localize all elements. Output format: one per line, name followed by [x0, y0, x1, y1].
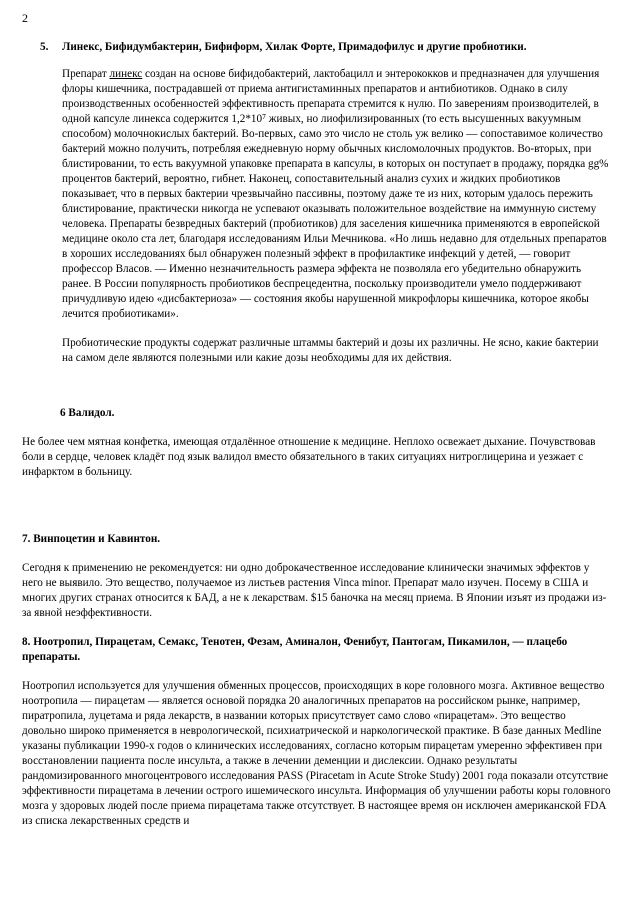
section-heading-probiotics — [40, 40, 612, 55]
paragraph-nootropil: Ноотропил используется для улучшения обменных процессов, происходящих в коре головного мозга. Активное вещество ноотропила — пирацетам — является основой порядка 20 аналогичных препаратов на российском рынке, например, пиратропила, луцетама и ряда лекарств, в названии которых присутствует само слово «пирацетам». Это вещество довольно широко применяется в неврологической, психиатрической и наркологической практике. В базе данных Medline указаны публикации 1990-х годов о клинических исследованиях, согласно которым пирацетам умеренно эффективен при восстановлении пациента после инсульта, а также в лечении деменции и дислексии. Однако результаты рандомизированного многоцентрового исследования PASS (Piracetam in Acute Stroke Study) 2001 года показали отсутствие эффективности пирацетама в лечении острого ишемического инсульта. Информация об улучшении работы коры головного мозга у здоровых людей после приема пирацетама также отсутствует. В настоящее время он исключен американской FDA из списка лекарственных средств и — [22, 680, 611, 827]
section-heading-vinpocetine: 7. Винпоцетин и Кавинтон. — [22, 533, 161, 545]
paragraph-vinpocetine: Сегодня к применению не рекомендуется: ни одно доброкачественное исследование клинически значимых эффектов у него не выявило. Это вещество, получаемое из листьев растения Vinca minor. Препарат мало изучен. Посему в США и многих других странах относится к БАД, а не к лекарствам. $15 баночка на месяц приема. В Японии изъят из продажи из-за явной неэффективности. — [22, 562, 607, 619]
section-heading-validol: 6 Валидол. — [60, 407, 115, 419]
paragraph-linex — [62, 67, 612, 322]
paragraph-probiotic-products: Пробиотические продукты содержат различные штаммы бактерий и дозы их различны. Не ясно, какие бактерии на самом деле являются полезными или какие дозы необходимы для их действия. — [62, 337, 599, 364]
paragraph-text: Препарат — [62, 68, 110, 80]
section-probiotics — [22, 40, 612, 366]
section-title: Линекс, Бифидумбактерин, Бифиформ, Хилак Форте, Примадофилус и другие пробиотики. — [62, 41, 527, 53]
document-body — [22, 40, 612, 843]
section-heading-nootropil: 8. Ноотропил, Пирацетам, Семакс, Тенотен, Фезам, Аминалон, Фенибут, Пантогам, Пикамилон, — плацебо препараты. — [22, 636, 568, 663]
linex-link[interactable]: линекс — [109, 68, 143, 80]
list-number: 5. — [40, 41, 49, 53]
paragraph-text: создан на основе бифидобактерий, лактобацилл и энтерококков и предназначен для улучшения флоры кишечника, пострадавшей от приема антигистаминных препаратов и антибиотиков. Однако в силу производственных особенностей эффективность препарата стремится к нулю. По заверениям производителей, в одной капсуле линекса содержится 1,2*10⁷ живых, но лиофилизированных (то есть высушенных вакуумным способом) молочнокислых бактерий. Во-первых, само это число не столь уж велико — сопоставимое количество бактерий можно получить, потребляя ежедневную норму обычных кисломолочных продуктов. Во-вторых, при блистировании, то есть вакуумной упаковке препарата в капсулы, в которых он поступает в продажу, порядка gg% процентов бактерий, вероятно, гибнет. Наконец, сопоставительный анализ сухих и жидких пробиотиков показывает, что в первых бактерии чрезвычайно пассивны, поэтому даже те из них, которым удалось пережить блистирование, практически никогда не успевают оказывать положительное воздействие на иммунную систему человека. Препараты безвредных бактерий (пробиотиков) для заселения кишечника применяются в европейской медицине около ста лет, благодаря исследованиям Ильи Мечникова. «Но лишь недавно для отдельных препаратов в хороших исследованиях был обнаружен полезный эффект в профилактике инфекций у детей, — говорит профессор Власов. — Именно незначительность размера эффекта не позволяла его убедительно обнаружить ранее. В России популярность пробиотиков беспрецедентна, поскольку производители умело поддерживают причудливую идею «дисбактериоза» — состояния якобы нарушенной микрофлоры кишечника, которое якобы лечится пробиотиками». — [62, 68, 609, 320]
page-number: 2 — [22, 11, 28, 25]
paragraph-validol: Не более чем мятная конфетка, имеющая отдалённое отношение к медицине. Неплохо освежает дыхание. Почувствовав боли в сердце, человек кладёт под язык валидол вместо обязательного в таких ситуациях нитроглицерина и уезжает с инфарктом в больницу. — [22, 436, 596, 478]
